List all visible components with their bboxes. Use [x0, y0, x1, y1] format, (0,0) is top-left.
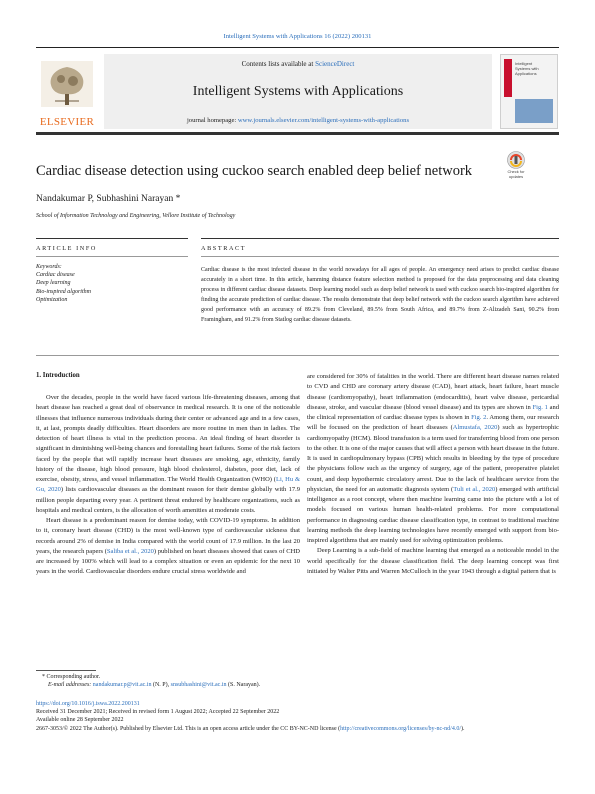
text-run: . Among them, our research will be focused on the prediction of heart diseases (: [307, 414, 560, 432]
keyword: Bio-inspired algorithm: [36, 288, 91, 295]
info-rule: [36, 238, 188, 239]
text-run: ) lists cardiovascular diseases as the dominant reason for their demise globally with 17.9 million people departing every year. A pertinent threat endured by healthcare organizations, such as hospitals and medical centers, is the allocation of worth amenities at moderate costs.: [36, 486, 300, 514]
intro-paragraph-3: [307, 372, 559, 546]
contents-line: [104, 60, 492, 68]
intro-paragraph-4: [307, 546, 559, 577]
article-title: Cardiac disease detection using cuckoo search enabled deep belief network: [36, 163, 473, 179]
figure-1-link[interactable]: Fig. 1: [532, 403, 548, 411]
journal-reference[interactable]: Intelligent Systems with Applications 16 (2022) 200131: [223, 33, 372, 40]
doi-link[interactable]: https://doi.org/10.1016/j.iswa.2022.200131: [36, 701, 140, 707]
cover-band: [504, 59, 512, 97]
header-bottom-rule: [36, 132, 559, 135]
journal-cover-thumbnail: [500, 54, 558, 129]
journal-homepage: [104, 117, 492, 124]
abstract-end-rule: [36, 355, 559, 356]
keywords-block: [36, 263, 91, 304]
email-owner-1: (N. P),: [151, 682, 171, 689]
citation-link[interactable]: Almustafa, 2020: [452, 424, 498, 432]
corresponding-author-note: * Corresponding author.: [42, 674, 101, 680]
text-run: Over the decades, people in the world have faced various life-threatening diseases, among that heart disease has reached a great deal of observance in medical research. It is one of the noticeable illnesses that influence numerous individuals during their center or advanced age and in a few cases, it, at last, prompts deadly difficulties. Heart disorders are more routine in men than in ladies. The detection of heart illness is vital in the prediction process. An ideal finding of heart disorder is significant in diminishing well-being chances and forestalling heart failures. Some of the risk factors faced by the people that will rapidly increase heart diseases are smoking, age, ethnicity, family history of the disease, high blood pressure, high blood cholesterol, diabetes, poor diet, lack of exercise, obesity, stress, and vessel inflammation. The World Health Organization (WHO) (: [36, 394, 300, 483]
received-dates: Received 31 December 2021; Received in revised form 1 August 2022; Accepted 22 September 2022: [36, 709, 280, 716]
tree-icon: [41, 61, 93, 107]
abstract-heading: ABSTRACT: [201, 245, 247, 252]
text-run: Heart disease is a predominant reason for demise today, with COVID-19 symptoms. In addition to it, coronary heart disease (CHD) is the most well-known type of cardiovascular sickness that records around 2% of demise in India compared with the world count of 17.9 million. In the last 20 years, the research papers (: [36, 517, 300, 555]
online-date: Available online 28 September 2022: [36, 717, 124, 724]
affiliation: School of Information Technology and Engineering, Vellore Institute of Technology: [36, 213, 236, 219]
email-line: [36, 681, 260, 689]
section-heading-introduction: 1. Introduction: [36, 372, 80, 379]
text-run: and the clinical representation of cardiac disease types is shown in: [307, 403, 560, 421]
license-text: 2667-3053/© 2022 The Author(s). Published by Elsevier Ltd. This is an open access article under the CC BY-NC-ND license (: [36, 725, 341, 732]
license-text: ).: [461, 725, 465, 732]
citation-link[interactable]: Tuli et al., 2020: [453, 485, 496, 493]
journal-title: Intelligent Systems with Applications: [192, 84, 404, 99]
article-info-heading: ARTICLE INFO: [36, 245, 97, 252]
intro-paragraph-2: [36, 516, 300, 578]
homepage-label: journal homepage:: [186, 117, 238, 124]
email-link-1[interactable]: nandakumar.p@vit.ac.in: [92, 682, 152, 689]
cover-line: Intelligent: [515, 61, 533, 66]
abstract-subrule: [201, 256, 559, 257]
text-run: Deep Learning is a sub-field of machine learning that emerged as a noticeable model in the world specifically for the disease classification field. The deep learning concept was first initiated by Walter Pitts and Warren McCulloch in the year 1943 through a digital pattern that is: [307, 547, 559, 575]
check-updates-icon: [502, 150, 530, 170]
article-meta: [36, 700, 559, 733]
footnote: [36, 673, 260, 689]
badge-line: updates: [508, 174, 524, 179]
right-column: [307, 372, 559, 577]
check-updates-label: [502, 169, 530, 179]
left-column: [36, 393, 300, 578]
text-run: ) such as hypertrophic cardiomyopathy (HCM). Blood transfusion is a term used for transferring blood from one person to the other. It is one of the major causes that will affect a person with heart disease in the future. It is used in cardiopulmonary bypass (CPB) which results in bleeding by the type of procedure the physicians follow such as the urgency of surgery, age of the patient, preoperative platelet count, and deep hypothermic circulatory arrest. Due to the lack of healthcare service from the physician, the need for an automatic diagnosis system (: [307, 424, 560, 493]
author-list: Nandakumar P, Subhashini Narayan *: [36, 194, 181, 204]
abstract-rule: [201, 238, 559, 239]
citation-link[interactable]: Li, Hu & Gu, 2020: [36, 476, 301, 494]
sciencedirect-link[interactable]: ScienceDirect: [315, 60, 355, 68]
text-run: are considered for 30% of fatalities in the world. There are different heart disease names related to CVD and CHD are coronary artery disease (CAD), heart attack, heart failure, heart muscle disease (cardiomyopathy), heart inflammation (endocarditis), heart valve disease, pericardial disease, stroke, and vascular disease (blood vessel disease) and its types are shown in: [307, 373, 559, 411]
email-link-2[interactable]: snsubhashini@vit.ac.in: [170, 682, 227, 689]
cover-line: Applications: [515, 71, 537, 76]
abstract-text: Cardiac disease is the most infected disease in the world nowadays for all ages of people. An emergency need arises to predict cardiac disease accurately in a short time. In this article, hamming distance feature selection method is proposed for the data preprocessing and data cleaning process in different cardiac disease datasets. Deep learning model such as deep belief network is used with cuckoo search bio-inspired algorithm for finding the accurate prediction of cardiac disease. The results demonstrate that deep belief network with the cuckoo search algorithm have achieved good performance with an accuracy of 89.2% from Cleveland, 89.5% from South Africa, and 89.7% from Z-Alizadeh Sani, 90.2% from Framingham, and 91.2% from Statlog cardiac disease datasets.: [201, 267, 559, 324]
keyword: Cardiac disease: [36, 272, 75, 279]
citation-link[interactable]: Saliba et al., 2020: [106, 547, 154, 555]
keyword: Optimization: [36, 296, 68, 303]
email-label: E-mail addresses:: [48, 682, 93, 689]
elsevier-tree-logo: [37, 55, 97, 117]
cover-line: Systems with: [515, 66, 539, 71]
info-subrule: [36, 256, 188, 257]
text-run: ) published on heart diseases showed that cases of CHD are increased by 100% which will lead to a complex situation or even an epidemic for the next 10 years in the world. Cardiovascular disorders endure crucial stress worldwide and: [36, 547, 300, 576]
intro-paragraph-1: [36, 393, 300, 516]
email-owner-2: (S. Narayan).: [226, 682, 261, 689]
keywords-label: Keywords:: [36, 264, 62, 270]
cover-title: [515, 61, 539, 76]
cover-image: [515, 99, 553, 123]
figure-2-link[interactable]: Fig. 2: [471, 414, 487, 421]
header-top-rule: [36, 47, 559, 48]
homepage-link[interactable]: www.journals.elsevier.com/intelligent-systems-with-applications: [237, 117, 410, 124]
publisher-name: ELSEVIER: [39, 116, 95, 128]
keyword: Deep learning: [36, 280, 71, 287]
text-run: ) emerged with artificial intelligence as a root concept, where then machine learning came into the picture with a lot of models focused on various human health-related problems. For more computational performance in diagnosing cardiac disease classification type, in contrast to traditional machine learning methods the deep learning technologies have recently emerged with support from bio-inspired algorithms that are mainly used for solving optimization problems.: [307, 485, 559, 544]
license-link[interactable]: http://creativecommons.org/licenses/by-nc-nd/4.0/: [340, 725, 461, 732]
license-line: [36, 725, 559, 733]
contents-prefix: Contents lists available at: [241, 60, 316, 68]
footnote-rule: [36, 670, 96, 671]
badge-line: Check for: [507, 169, 525, 174]
